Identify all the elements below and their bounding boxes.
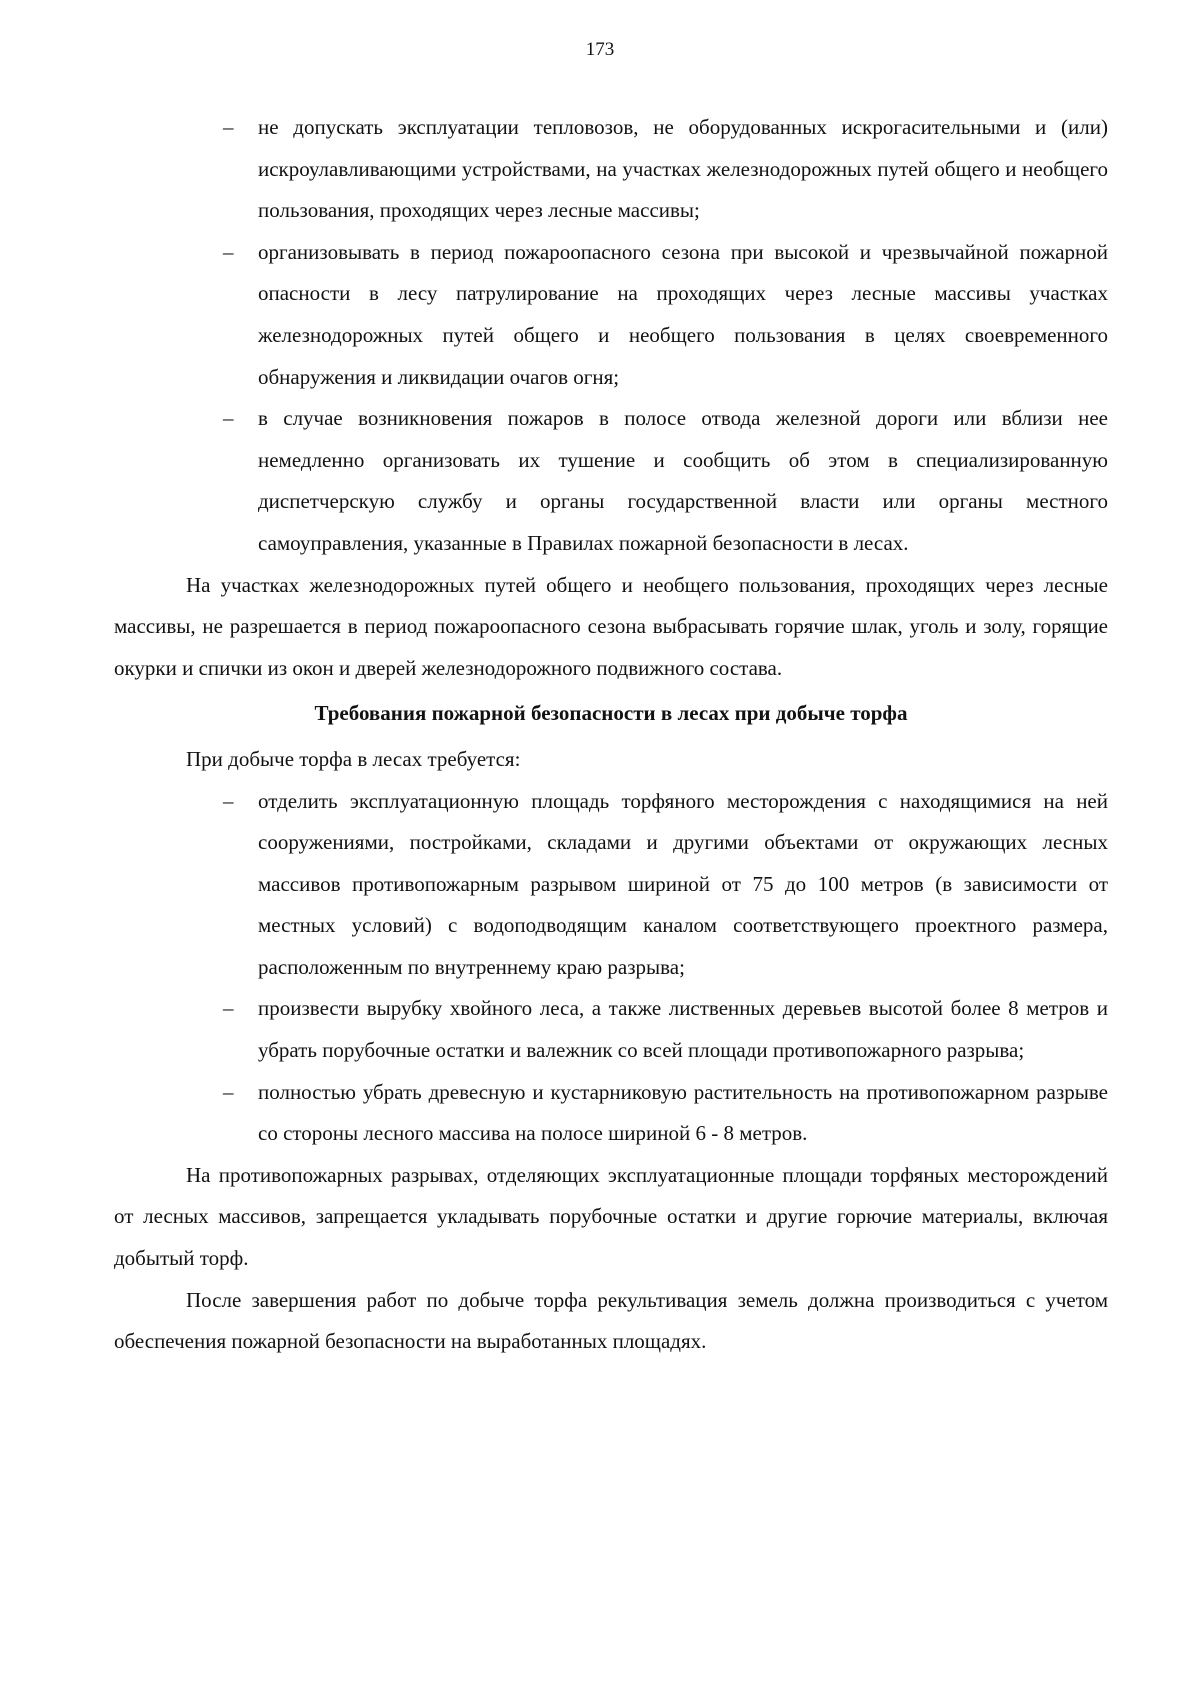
list-item-text: отделить эксплуатационную площадь торфяного месторождения с находящимися на ней сооружениями, постройками, складами и другими объектами от окружающих лесных массивов противопожарным разрывом шириной от 75 до 100 метров (в зависимости от местных условий) с водоподводящим каналом соответствующего проектного размера, расположенным по внутреннему краю разрыва; (258, 788, 1108, 979)
section-heading: Требования пожарной безопасности в лесах при добыче торфа (314, 701, 908, 726)
page-number: 173 (585, 39, 615, 60)
paragraph-rail: На участках железнодорожных путей общего и необщего пользования, проходящих через лесные массивы, не разрешается в период пожароопасного сезона выбрасывать горячие шлак, уголь и золу, горящие окурки и спички из окон и дверей железнодорожного подвижного состава. (114, 572, 1108, 680)
list-item-text: в случае возникновения пожаров в полосе отвода железной дороги или вблизи нее немедленно организовать их тушение и сообщить об этом в специализированную диспетчерскую службу и органы государственной власти или органы местного самоуправления, указанные в Правилах пожарной безопасности в лесах. (258, 406, 1108, 555)
dash-marker: – (223, 996, 234, 1021)
list-item (114, 107, 1108, 232)
dash-marker: – (223, 1079, 234, 1104)
list-item (114, 988, 1108, 1071)
dash-marker: – (223, 115, 234, 139)
list-item-text: организовывать в период пожароопасного сезона при высокой и чрезвычайной пожарной опасности в лесу патрулирование на проходящих через лесные массивы участках железнодорожных путей общего и необщего пользования в целях своевременного обнаружения и ликвидации очагов огня; (258, 239, 1108, 389)
rail-requirements-list (114, 107, 1108, 565)
list-item (114, 232, 1108, 398)
document-body (114, 107, 1108, 1363)
list-item (114, 398, 1108, 564)
list-item (114, 781, 1108, 989)
dash-marker: – (223, 406, 234, 431)
list-item-text: полностью убрать древесную и кустарниковую растительность на противопожарном разрыве со стороны лесного массива на полосе шириной 6 - 8 метров. (258, 1079, 1108, 1146)
list-item-text: не допускать эксплуатации тепловозов, не оборудованных искрогасительными и (или) искроулавливающими устройствами, на участках железнодорожных путей общего и необщего пользования, проходящих через лесные массивы; (258, 115, 1108, 223)
intro-paragraph: При добыче торфа в лесах требуется: (186, 746, 521, 771)
peat-requirements-list (114, 781, 1108, 1155)
list-item-text: произвести вырубку хвойного леса, а также лиственных деревьев высотой более 8 метров и убрать порубочные остатки и валежник со всей площади противопожарного разрыва; (258, 996, 1108, 1063)
dash-marker: – (223, 788, 234, 813)
dash-marker: – (223, 239, 234, 264)
paragraph-firebreaks: На противопожарных разрывах, отделяющих эксплуатационные площади торфяных месторождений от лесных массивов, запрещается укладывать порубочные остатки и другие горючие материалы, включая добытый торф. (114, 1162, 1108, 1271)
list-item (114, 1072, 1108, 1155)
paragraph-reclamation: После завершения работ по добыче торфа рекультивация земель должна производиться с учетом обеспечения пожарной безопасности на выработанных площадях. (114, 1287, 1108, 1354)
